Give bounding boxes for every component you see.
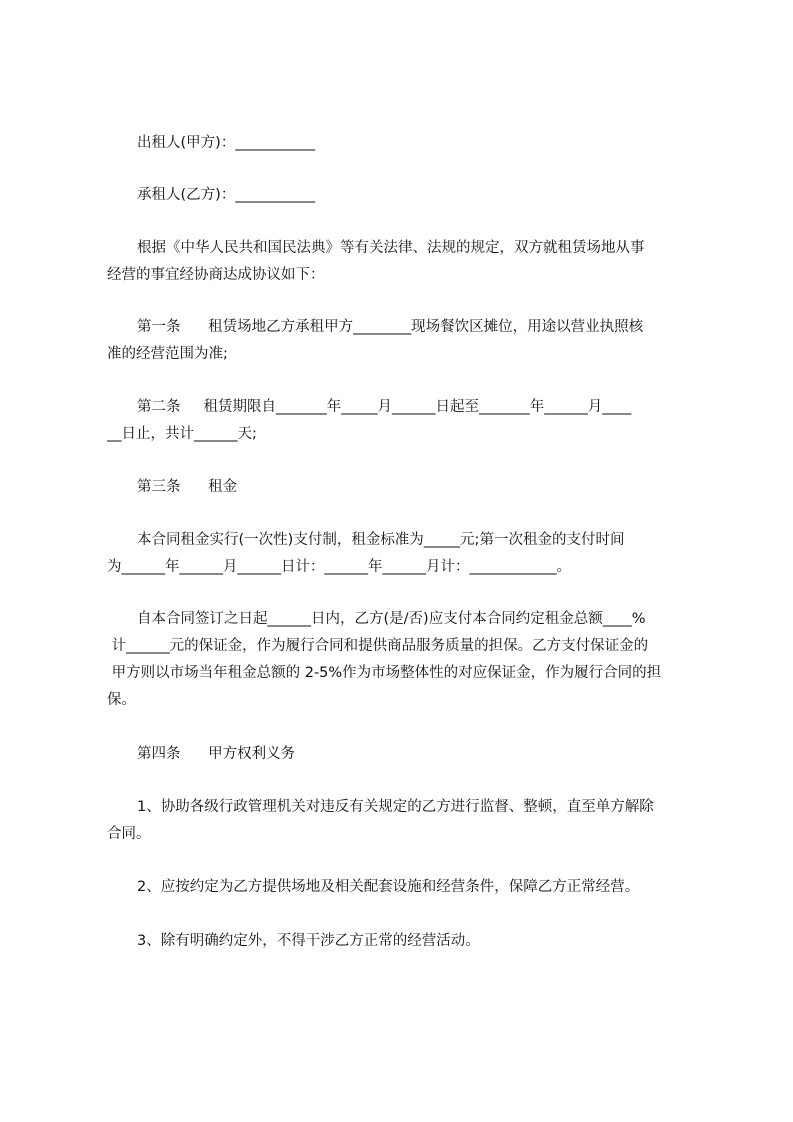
deposit-line-2: 计______元的保证金，作为履行合同和提供商品服务质量的担保。乙方支付保证金的 (107, 638, 649, 654)
obligation3-line: 3、除有明确约定外，不得干涉乙方正常的经营活动。 (137, 933, 480, 949)
lessee-line: 承租人(乙方)：___________ (137, 187, 316, 203)
article3-heading: 第三条 租金 (137, 479, 238, 495)
obligation1-line-2: 合同。 (107, 826, 151, 842)
preamble-line-1: 根据《中华人民共和国民法典》等有关法律、法规的规定，双方就租赁场地从事 (137, 240, 645, 256)
deposit-line-4: 保。 (107, 692, 136, 708)
lessor-line: 出租人(甲方)：___________ (137, 135, 316, 151)
deposit-line-1: 自本合同签订之日起______日内，乙方(是/否)应支付本合同约定租金总额____% (137, 611, 646, 627)
article1-line-1: 第一条 租赁场地乙方承租甲方________现场餐饮区摊位，用途以营业执照核 (137, 319, 644, 335)
article2-line-1: 第二条 租赁期限自_______年_____月______日起至_______年______月____ (137, 399, 632, 415)
obligation1-line-1: 1、协助各级行政管理机关对违反有关规定的乙方进行监督、整顿，直至单方解除 (137, 799, 654, 815)
rent-line-2: 为______年______月______日计：______年______月计：____________。 (107, 559, 571, 575)
article4-heading: 第四条 甲方权利义务 (137, 746, 296, 762)
article2-line-2: __日止，共计______天; (107, 426, 257, 442)
preamble-line-2: 经营的事宜经协商达成协议如下： (107, 267, 325, 283)
obligation2-line: 2、应按约定为乙方提供场地及相关配套设施和经营条件，保障乙方正常经营。 (137, 879, 640, 895)
rent-line-1: 本合同租金实行(一次性)支付制，租金标准为_____元;第一次租金的支付时间 (137, 532, 625, 548)
deposit-line-3: 甲方则以市场当年租金总额的 2-5%作为市场整体性的对应保证金，作为履行合同的担 (107, 665, 662, 681)
article1-line-2: 准的经营范围为准; (107, 346, 228, 362)
